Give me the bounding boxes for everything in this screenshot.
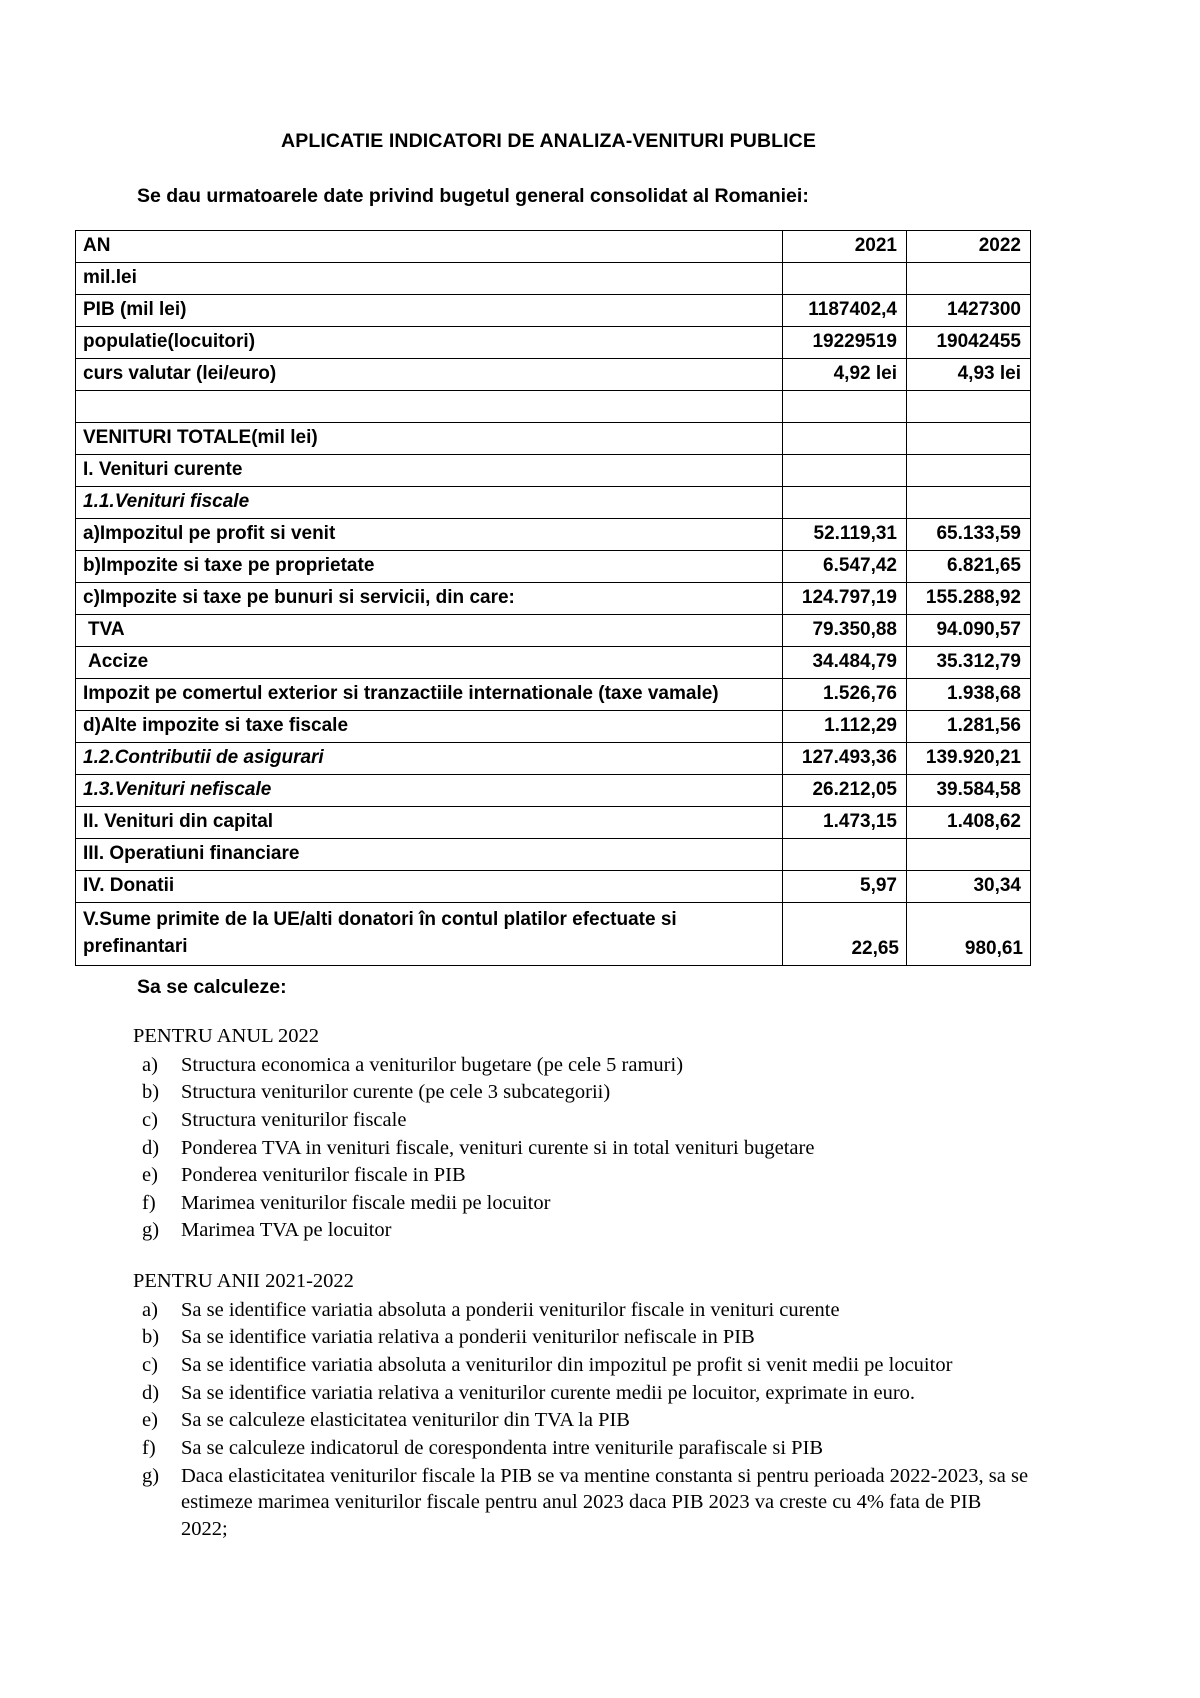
cell-y2021: 19229519 xyxy=(783,327,907,359)
row-label: IV. Donatii xyxy=(76,871,783,903)
cell-y2021 xyxy=(783,839,907,871)
budget-table xyxy=(75,230,1031,966)
table-row xyxy=(76,327,1031,359)
list-item-text: Marimea TVA pe locuitor xyxy=(181,1219,392,1242)
section-title: PENTRU ANUL 2022 xyxy=(133,1024,320,1047)
cell-y2021: 4,92 lei xyxy=(783,359,907,391)
cell-y2021: 127.493,36 xyxy=(783,743,907,775)
row-label: I. Venituri curente xyxy=(76,455,783,487)
cell-y2022: 39.584,58 xyxy=(907,775,1031,807)
list-item-marker: e) xyxy=(142,1409,158,1432)
list-item xyxy=(133,1190,1030,1217)
cell-y2022: 1.408,62 xyxy=(907,807,1031,839)
list-item xyxy=(133,1217,1030,1244)
table-row xyxy=(76,775,1031,807)
list-item-text: Structura veniturilor fiscale xyxy=(181,1108,407,1131)
table-row xyxy=(76,647,1031,679)
table-row xyxy=(76,391,1031,423)
page-title: APLICATIE INDICATORI DE ANALIZA-VENITURI PUBLICE xyxy=(281,130,816,152)
table-row xyxy=(76,679,1031,711)
cell-y2021: 5,97 xyxy=(783,871,907,903)
list-item xyxy=(133,1352,1030,1379)
cell-y2022: 1.938,68 xyxy=(907,679,1031,711)
cell-y2022: 1427300 xyxy=(907,295,1031,327)
list-item-marker: g) xyxy=(142,1464,160,1487)
cell-y2021: 1.526,76 xyxy=(783,679,907,711)
cell-y2021: 124.797,19 xyxy=(783,583,907,615)
row-label: b)Impozite si taxe pe proprietate xyxy=(76,551,783,583)
cell-y2021: 26.212,05 xyxy=(783,775,907,807)
table-row xyxy=(76,487,1031,519)
cell-y2022: 980,61 xyxy=(907,903,1031,966)
list-item-marker: e) xyxy=(142,1164,158,1187)
task-list xyxy=(133,1052,1030,1244)
cell-y2022: 35.312,79 xyxy=(907,647,1031,679)
cell-y2022: 65.133,59 xyxy=(907,519,1031,551)
cell-y2022 xyxy=(907,487,1031,519)
list-item xyxy=(133,1380,1030,1407)
row-label xyxy=(76,391,783,423)
row-label: 1.3.Venituri nefiscale xyxy=(76,775,783,807)
cell-y2021 xyxy=(783,487,907,519)
table-row xyxy=(76,583,1031,615)
table-row xyxy=(76,743,1031,775)
cell-y2022: 4,93 lei xyxy=(907,359,1031,391)
table-row xyxy=(76,839,1031,871)
list-item-text: Sa se calculeze indicatorul de corespondenta intre veniturile parafiscale si PIB xyxy=(181,1436,824,1459)
cell-y2021: 2021 xyxy=(783,231,907,263)
table-row xyxy=(76,807,1031,839)
table-row xyxy=(76,711,1031,743)
cell-y2021 xyxy=(783,391,907,423)
list-item-marker: f) xyxy=(142,1436,156,1459)
cell-y2021: 52.119,31 xyxy=(783,519,907,551)
table-row xyxy=(76,903,1031,966)
list-item xyxy=(133,1107,1030,1134)
cell-y2022 xyxy=(907,423,1031,455)
cell-y2021: 1.473,15 xyxy=(783,807,907,839)
list-item xyxy=(133,1324,1030,1351)
list-item xyxy=(133,1135,1030,1162)
list-item-text: Ponderea veniturilor fiscale in PIB xyxy=(181,1164,466,1187)
cell-y2021 xyxy=(783,263,907,295)
table-row xyxy=(76,263,1031,295)
row-label: a)Impozitul pe profit si venit xyxy=(76,519,783,551)
cell-y2022: 139.920,21 xyxy=(907,743,1031,775)
list-item-marker: b) xyxy=(142,1081,160,1104)
list-item-text: Structura economica a veniturilor bugetare (pe cele 5 ramuri) xyxy=(181,1053,684,1076)
row-label: populatie(locuitori) xyxy=(76,327,783,359)
cell-y2022 xyxy=(907,839,1031,871)
row-label: c)Impozite si taxe pe bunuri si servicii, din care: xyxy=(76,583,783,615)
row-label: II. Venituri din capital xyxy=(76,807,783,839)
list-item-marker: a) xyxy=(142,1298,158,1321)
cell-y2022 xyxy=(907,263,1031,295)
list-item xyxy=(133,1297,1030,1324)
cell-y2021 xyxy=(783,455,907,487)
list-item-text: Sa se calculeze elasticitatea veniturilor din TVA la PIB xyxy=(181,1409,630,1432)
cell-y2022: 94.090,57 xyxy=(907,615,1031,647)
cell-y2021: 22,65 xyxy=(783,903,907,966)
list-item-marker: c) xyxy=(142,1353,158,1376)
row-label: VENITURI TOTALE(mil lei) xyxy=(76,423,783,455)
list-item-marker: f) xyxy=(142,1191,156,1214)
table-row xyxy=(76,423,1031,455)
row-label: Accize xyxy=(76,647,783,679)
row-label: d)Alte impozite si taxe fiscale xyxy=(76,711,783,743)
table-row xyxy=(76,231,1031,263)
task-list xyxy=(133,1297,1030,1543)
row-label: AN xyxy=(76,231,783,263)
cell-y2022: 2022 xyxy=(907,231,1031,263)
list-item-text: Marimea veniturilor fiscale medii pe locuitor xyxy=(181,1191,551,1214)
list-item-marker: d) xyxy=(142,1136,160,1159)
list-item-marker: c) xyxy=(142,1108,158,1131)
cell-y2022: 30,34 xyxy=(907,871,1031,903)
cell-y2022: 19042455 xyxy=(907,327,1031,359)
row-label: V.Sume primite de la UE/alti donatori în contul platilor efectuate si prefinantari xyxy=(76,903,783,966)
list-item-marker: a) xyxy=(142,1053,158,1076)
section-title: PENTRU ANII 2021-2022 xyxy=(133,1270,354,1293)
list-item-text: Sa se identifice variatia absoluta a ponderii veniturilor fiscale in venituri curente xyxy=(181,1298,840,1321)
list-item-text: Ponderea TVA in venituri fiscale, venituri curente si in total venituri bugetare xyxy=(181,1136,815,1159)
list-item-text: Sa se identifice variatia relativa a veniturilor curente medii pe locuitor, exprimate in euro. xyxy=(181,1381,916,1404)
list-item-text: Structura veniturilor curente (pe cele 3 subcategorii) xyxy=(181,1081,611,1104)
row-label: TVA xyxy=(76,615,783,647)
tasks-container xyxy=(75,1023,1030,1543)
row-label: mil.lei xyxy=(76,263,783,295)
cell-y2022: 155.288,92 xyxy=(907,583,1031,615)
row-label: Impozit pe comertul exterior si tranzactiile internationale (taxe vamale) xyxy=(76,679,783,711)
list-item-text: Sa se identifice variatia absoluta a veniturilor din impozitul pe profit si venit medii pe locuitor xyxy=(181,1353,953,1376)
cell-y2021: 6.547,42 xyxy=(783,551,907,583)
list-item xyxy=(133,1407,1030,1434)
cell-y2022: 1.281,56 xyxy=(907,711,1031,743)
cell-y2022: 6.821,65 xyxy=(907,551,1031,583)
cell-y2022 xyxy=(907,391,1031,423)
list-item xyxy=(133,1435,1030,1462)
cell-y2021: 79.350,88 xyxy=(783,615,907,647)
calculate-heading: Sa se calculeze: xyxy=(137,975,287,998)
table-row xyxy=(76,551,1031,583)
list-item xyxy=(133,1052,1030,1079)
row-label: 1.2.Contributii de asigurari xyxy=(76,743,783,775)
cell-y2021: 1187402,4 xyxy=(783,295,907,327)
table-row xyxy=(76,871,1031,903)
list-item-text: Daca elasticitatea veniturilor fiscale la PIB se va mentine constanta si pentru perioada 2022-2023, sa se estimeze marimea veniturilor fiscale pentru anul 2023 daca PIB 2023 va creste cu 4% fata de PIB 2022; xyxy=(181,1464,1029,1540)
table-row xyxy=(76,295,1031,327)
row-label: 1.1.Venituri fiscale xyxy=(76,487,783,519)
table-row xyxy=(76,455,1031,487)
list-item xyxy=(133,1463,1030,1543)
budget-table-body xyxy=(76,231,1031,966)
list-item-marker: b) xyxy=(142,1326,160,1349)
cell-y2021: 1.112,29 xyxy=(783,711,907,743)
cell-y2022 xyxy=(907,455,1031,487)
cell-y2021 xyxy=(783,423,907,455)
document-subtitle: Se dau urmatoarele date privind bugetul general consolidat al Romaniei: xyxy=(137,185,809,207)
list-item-marker: d) xyxy=(142,1381,160,1404)
row-label: PIB (mil lei) xyxy=(76,295,783,327)
list-item-marker: g) xyxy=(142,1219,160,1242)
row-label: III. Operatiuni financiare xyxy=(76,839,783,871)
table-row xyxy=(76,359,1031,391)
list-item xyxy=(133,1079,1030,1106)
row-label: curs valutar (lei/euro) xyxy=(76,359,783,391)
table-row xyxy=(76,519,1031,551)
table-row xyxy=(76,615,1031,647)
cell-y2021: 34.484,79 xyxy=(783,647,907,679)
list-item xyxy=(133,1162,1030,1189)
list-item-text: Sa se identifice variatia relativa a ponderii veniturilor nefiscale in PIB xyxy=(181,1326,755,1349)
